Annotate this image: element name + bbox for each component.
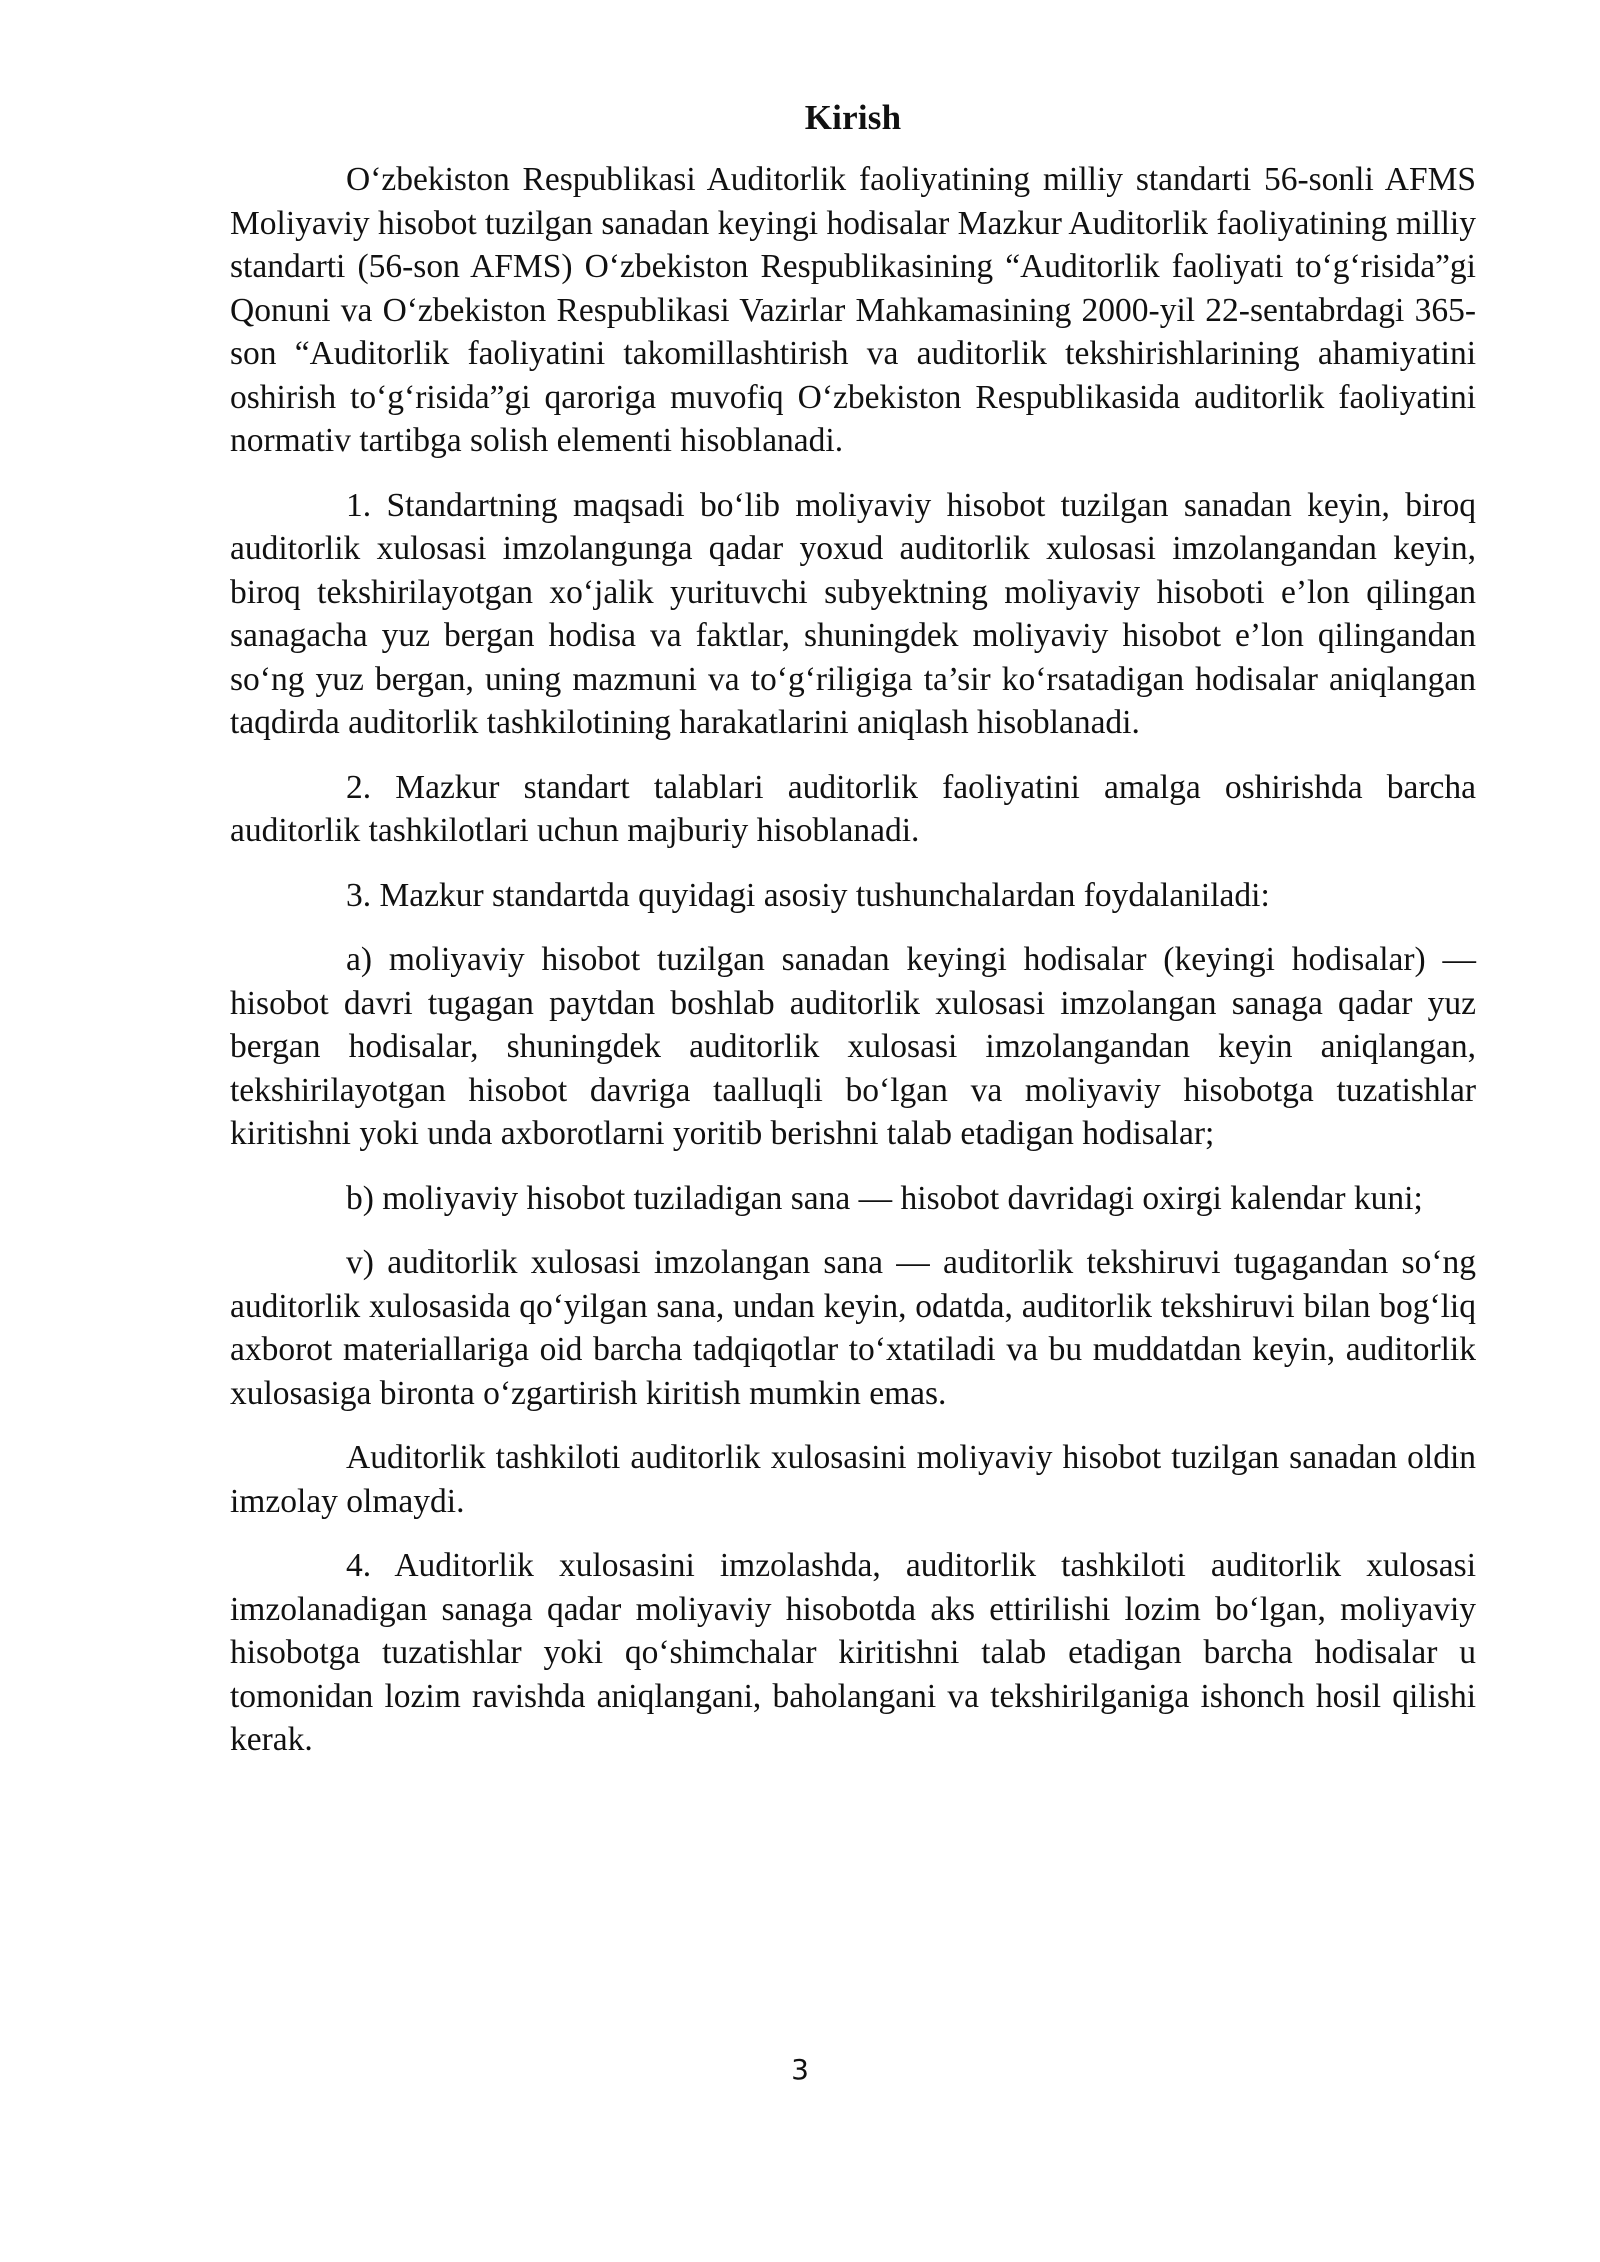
definition-b: b) moliyaviy hisobot tuziladigan sana — hisobot davridagi oxirgi kalendar kuni; (346, 1179, 1423, 1217)
definition-a: a) moliyaviy hisobot tuzilgan sanadan keyingi hodisalar (keyingi hodisalar) — hisobot davri tugagan paytdan boshlab auditorlik xulosasi imzolangan sanaga qadar yuz bergan hodisalar, shuningdek auditorlik xulosasi imzolangandan keyin aniqlangan, tekshirilayotgan hisobot davriga taalluqli bo‘lgan va moliyaviy hisobotga tuzatishlar kiritishni yoki unda axborotlarni yoritib berishni talab etadigan hodisalar; (230, 941, 1476, 1152)
paragraph-2-requirements: 2. Mazkur standart talablari auditorlik faoliyatini amalga oshirishda barcha auditorlik tashkilotlari uchun majburiy hisoblanadi. (230, 768, 1476, 849)
definition-v: v) auditorlik xulosasi imzolangan sana — auditorlik tekshiruvi tugagandan so‘ng auditorlik xulosasida qo‘yilgan sana, undan keyin, odatda, auditorlik tekshiruvi bilan bog‘liq axborot materiallariga oid barcha tadqiqotlar to‘xtatiladi va bu muddatdan keyin, auditorlik xulosasiga bironta o‘zgartirish kiritish mumkin emas. (230, 1244, 1476, 1412)
page-number: 3 (791, 2053, 809, 2086)
paragraph-4-signing: 4. Auditorlik xulosasini imzolashda, auditorlik tashkiloti auditorlik xulosasi imzolanadigan sanaga qadar moliyaviy hisobotda aks ettirilishi lozim bo‘lgan, moliyaviy hisobotga tuzatishlar yoki qo‘shimchalar kiritishni talab etadigan barcha hodisalar u tomonidan lozim ravishda aniqlangani, baholangani va tekshirilganiga ishonch hosil qilishi kerak. (230, 1547, 1476, 1758)
page-content (230, 92, 1476, 1783)
paragraph-1-purpose: 1. Standartning maqsadi bo‘lib moliyaviy hisobot tuzilgan sanadan keyin, biroq auditorlik xulosasi imzolangunga qadar yoxud auditorlik xulosasi imzolangandan keyin, biroq tekshirilayotgan xo‘jalik yurituvchi subyektning moliyaviy hisoboti e’lon qilingan sanagacha yuz bergan hodisa va faktlar, shuningdek moliyaviy hisobot e’lon qilingandan so‘ng yuz bergan, uning mazmuni va to‘g‘riligiga ta’sir ko‘rsatadigan hodisalar aniqlangan taqdirda auditorlik tashkilotining harakatlarini aniqlash hisoblanadi. (230, 486, 1476, 741)
section-title: Kirish (804, 98, 902, 137)
paragraph-3-concepts: 3. Mazkur standartda quyidagi asosiy tushunchalardan foydalaniladi: (346, 876, 1270, 914)
intro-paragraph: O‘zbekiston Respublikasi Auditorlik faoliyatining milliy standarti 56-sonli AFMS Moliyaviy hisobot tuzilgan sanadan keyingi hodisalar Mazkur Auditorlik faoliyatining milliy standarti (56-son AFMS) O‘zbekiston Respublikasining “Auditorlik faoliyati to‘g‘risida”gi Qonuni va O‘zbekiston Respublikasi Vazirlar Mahkamasining 2000-yil 22-sentabrdagi 365-son “Auditorlik faoliyatini takomillashtirish va auditorlik tekshirishlarining ahamiyatini oshirish to‘g‘risida”gi qaroriga muvofiq O‘zbekiston Respublikasida auditorlik faoliyatini normativ tartibga solish elementi hisoblanadi. (230, 161, 1476, 459)
signing-note-paragraph: Auditorlik tashkiloti auditorlik xulosasini moliyaviy hisobot tuzilgan sanadan oldin imzolay olmaydi. (230, 1439, 1476, 1520)
